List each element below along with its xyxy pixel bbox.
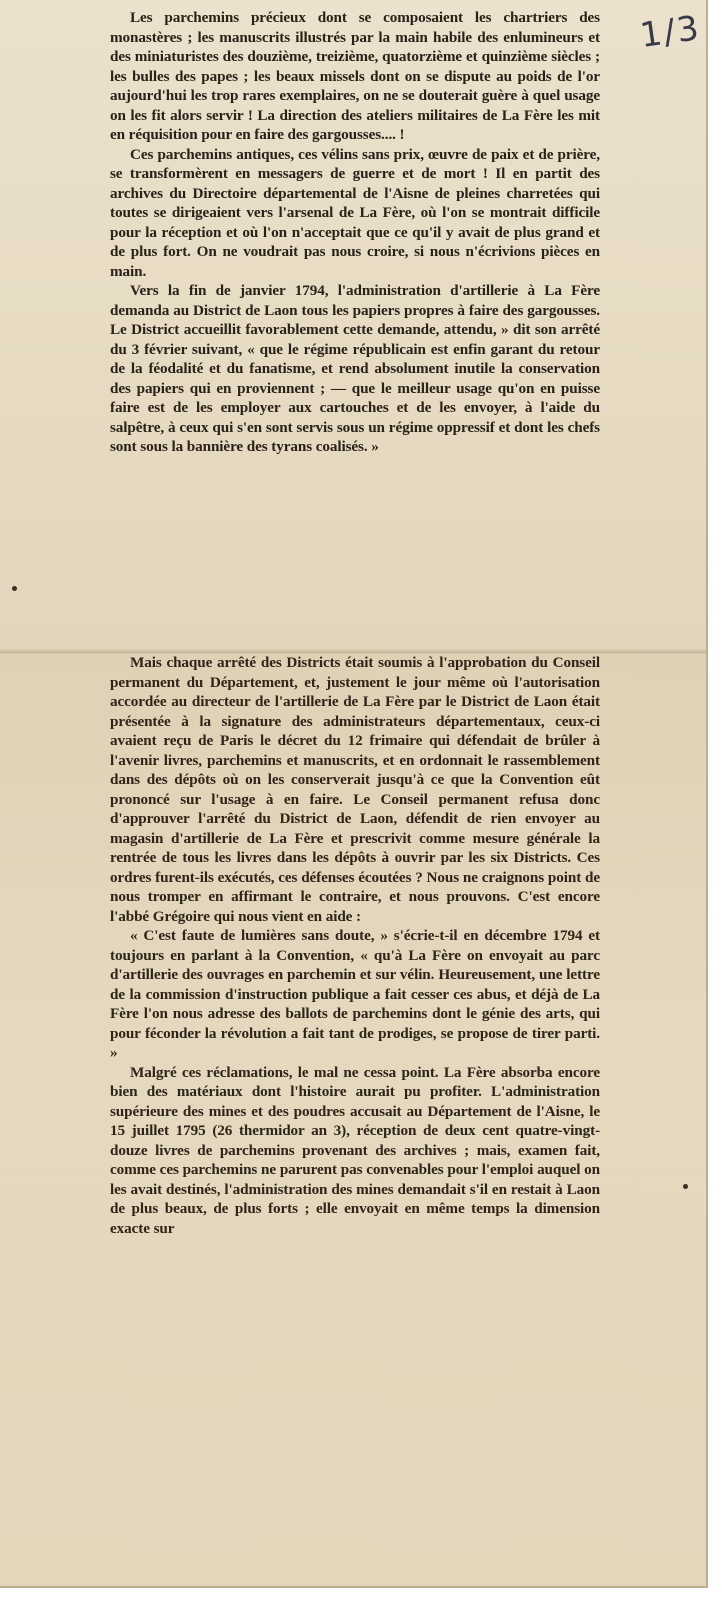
paragraph-conseil-permanent: Mais chaque arrêté des Districts était soumis à l'approbation du Conseil permanent du Département, et, justement le jour même où l'autorisation accordée au directeur de l'artillerie de La Fère par le District de Laon était présentée à la signature des administrateurs départementaux, ceux-ci avaient reçu de Paris le décret du 12 frimaire qui défendait de brûler à l'avenir livres, parchemins et manuscrits, et en ordonnait le rassemblement dans des dépôts où on les conserverait jusqu'à ce que la Convention eût prononcé sur l'usage à en faire. Le Conseil permanent refusa donc d'approuver l'arrêté du District de Laon, défendit de rien envoyer au magasin d'artillerie de La Fère et prescrivit comme mesure générale la rentrée de tous les livres dans les dépôts à ouvrir par les six Districts. Ces ordres furent-ils exécutés, ces défenses écoutées ? Nous ne craignons point de nous tromper en affirmant le contraire, et nous prouvons. C'est encore l'abbé Grégoire qui nous vient en aide : [110, 654, 600, 925]
speck-right [683, 1184, 688, 1189]
sheet-edge-bottom [0, 1586, 708, 1588]
paragraph-reclamations: Malgré ces réclamations, le mal ne cessa point. La Fère absorba encore bien des matériaux dont l'histoire aurait pu profiter. L'administration supérieure des mines et des poudres accusait au Département de l'Aisne, le 15 juillet 1795 (26 thermidor an 3), réception de deux cent quatre-vingt-douze livres de parchemins provenant des archives ; mais, examen fait, comme ces parchemins ne parurent pas convenables pour l'emploi auquel on les avait destinés, l'administration des mines demandait s'il en restait à Laon de plus beaux, de plus forts ; elle envoyait en même temps la dimension exacte sur [110, 1063, 600, 1237]
paragraph-parchemins: Les parchemins précieux dont se composaient les chartriers des monastères ; les manuscrits illustrés par la main habile des enlumineurs et des miniaturistes des douzième, treizième, quatorzième et quinzième siècles ; les bulles des papes ; les beaux missels dont on se dispute au poids de l'or aujourd'hui les trop rares exemplaires, on ne se douterait guère à quel usage on les fit alors servir ! La direction des ateliers militaires de La Fère les mit en réquisition pour en faire des gargousses.... ! [110, 9, 600, 143]
handwritten-page-number: 1/3 [637, 7, 704, 57]
paragraph-gregoire-quote: « C'est faute de lumières sans doute, » s'écrie-t-il en décembre 1794 et toujours en parlant à la Convention, « qu'à La Fère on envoyait au parc d'artillerie des ouvrages en parchemin et sur vélin. Heureusement, une lettre de la commission d'instruction publique a fait cesser ces abus, et déjà de La Fère l'on nous adresse des ballots de parchemins dont le génie des arts, qui pour féconder la révolution a fait tant de prodiges, se propose de tirer parti. » [110, 927, 600, 1061]
sheet-edge-right [706, 0, 708, 1588]
lower-text-block [110, 653, 600, 1238]
upper-text-block [110, 8, 600, 457]
speck-left [12, 586, 17, 591]
paragraph-velins: Ces parchemins antiques, ces vélins sans prix, œuvre de paix et de prière, se transformèrent en messagers de guerre et de mort ! Il en partit des archives du Directoire départemental de l'Aisne de pleines charretées qui toutes se dirigeaient vers l'arsenal de La Fère, où l'on se montrait difficile pour la réception et où l'on n'acceptait que ce qu'il y avait de plus grand et de plus fort. On ne voudrait pas nous croire, si nous n'écrivions pièces en main. [110, 145, 600, 280]
paragraph-janvier-1794: Vers la fin de janvier 1794, l'administration d'artillerie à La Fère demanda au District de Laon tous les papiers propres à faire des gargousses. Le District accueillit favorablement cette demande, attendu, » dit son arrêté du 3 février suivant, « que le régime républicain est enfin garant du retour de la féodalité et du fanatisme, et rend absolument inutile la conservation des papiers qui en proviennent ; — que le meilleur usage qu'on en puisse faire est de les employer aux cartouches et de les envoyer, à l'aide du salpêtre, à ceux qui s'en sont servis sous un régime oppressif et dont les chefs sont sous la bannière des tyrans coalisés. » [110, 282, 600, 455]
